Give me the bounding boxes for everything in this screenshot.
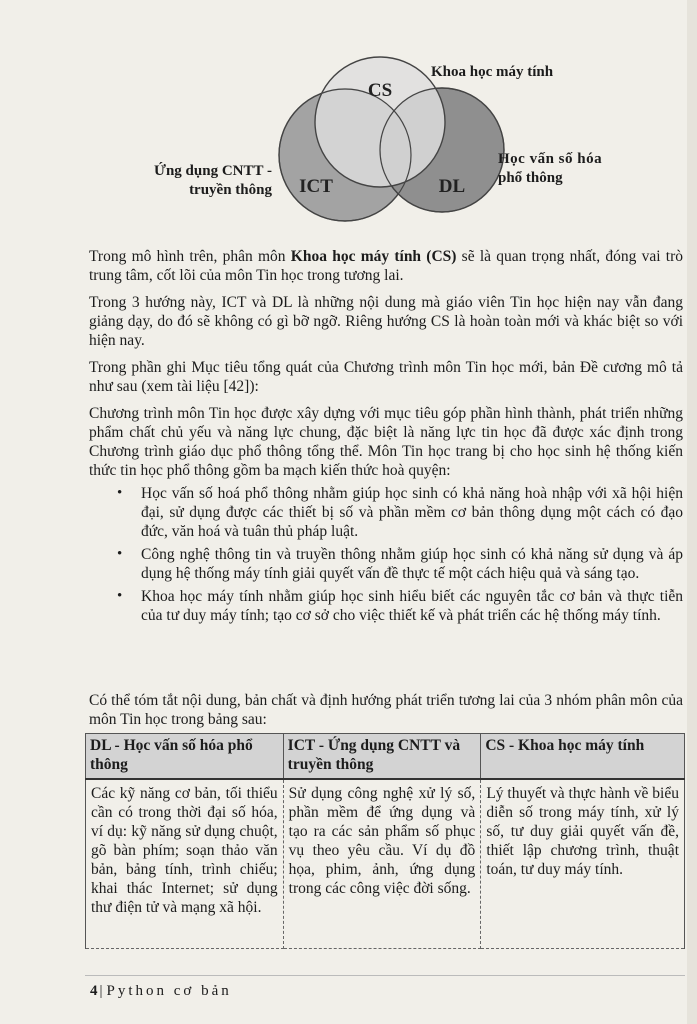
- table-header-cs: CS - Khoa học máy tính: [481, 734, 685, 780]
- paragraph-2: Trong 3 hướng này, ICT và DL là những nội dung mà giáo viên Tin học hiện nay vẫn đang giảng dạy, do đó sẽ không có gì bỡ ngỡ. Riêng hướng CS là hoàn toàn mới và khác biệt so với hiện nay.: [89, 294, 683, 349]
- ict-label: [120, 162, 272, 200]
- page-edge: [687, 0, 697, 1024]
- page-footer: [90, 983, 232, 1000]
- table-row: [86, 779, 685, 949]
- table-cell-dl: Các kỹ năng cơ bản, tối thiểu cần có trong thời đại số hóa, ví dụ: kỹ năng sử dụng chuột, gõ bàn phím; soạn thảo văn bản, bảng tính, trình chiếu; khai thác Internet; sử dụng thư điện tử và mạng xã hội.: [86, 779, 284, 949]
- dl-label-line2: phổ thông: [498, 170, 563, 186]
- cs-code: CS: [367, 80, 393, 101]
- dl-code: DL: [438, 176, 466, 197]
- ict-code: ICT: [299, 176, 333, 197]
- table-cell-cs: Lý thuyết và thực hành về biểu diễn số trong máy tính, xử lý số, tư duy giải quyết vấn đề, thiết lập chương trình, thuật toán, tư duy máy tính.: [481, 779, 685, 949]
- comparison-table: [85, 733, 685, 949]
- bullet-list: [89, 484, 683, 625]
- paragraph-3: Trong phần ghi Mục tiêu tổng quát của Chương trình môn Tin học mới, bản Đề cương mô tả như sau (xem tài liệu [42]):: [89, 359, 683, 395]
- page-number: 4: [90, 983, 98, 999]
- cs-circle: [315, 57, 445, 187]
- dl-label-line1: Học vấn số hóa: [498, 151, 603, 167]
- cs-label: Khoa học máy tính: [431, 64, 554, 80]
- list-item: • Học vấn số hoá phổ thông nhằm giúp học sinh có khả năng hoà nhập với xã hội hiện đại, sử dụng được các thiết bị số và phần mềm cơ bản thông dụng một cách có đạo đức, văn hoá và tuân thủ pháp luật.: [89, 484, 683, 541]
- venn-diagram: [0, 0, 697, 240]
- table-header-ict: ICT - Ứng dụng CNTT và truyền thông: [283, 734, 481, 780]
- list-item: • Công nghệ thông tin và truyền thông nhằm giúp học sinh có khả năng sử dụng và áp dụng hệ thống máy tính giải quyết vấn đề thực tế một cách hiệu quả và sáng tạo.: [89, 545, 683, 583]
- ict-label-line2: truyền thông: [189, 182, 272, 198]
- table-cell-ict: Sử dụng công nghệ xử lý số, phần mềm để ứng dụng và tạo ra các sản phẩm số phục vụ theo yêu cầu. Ví dụ đồ họa, phim, ảnh, ứng dụng trong các công việc đời sống.: [283, 779, 481, 949]
- cs-emphasis: Khoa học máy tính (CS): [290, 248, 457, 265]
- book-title: Python cơ bản: [106, 983, 232, 999]
- footer-separator: |: [99, 983, 103, 999]
- body-text: [89, 247, 683, 629]
- footer-divider: [85, 975, 685, 976]
- list-item: • Khoa học máy tính nhằm giúp học sinh hiểu biết các nguyên tắc cơ bản và thực tiễn của tư duy máy tính; tạo cơ sở cho việc thiết kế và phát triển các hệ thống máy tính.: [89, 587, 683, 625]
- paragraph-1: Trong mô hình trên, phân môn Khoa học máy tính (CS) sẽ là quan trọng nhất, đóng vai trò trung tâm, cốt lõi của môn Tin học trong tương lai.: [89, 248, 684, 284]
- ict-label-line1: Ứng dụng CNTT -: [154, 163, 272, 179]
- dl-label: [498, 150, 638, 188]
- paragraph-4: Chương trình môn Tin học được xây dựng với mục tiêu góp phần hình thành, phát triển những phẩm chất chủ yếu và năng lực chung, đặc biệt là năng lực tin học đã được xác định trong Chương trình giáo dục phổ thông tổng thể. Môn Tin học trang bị cho học sinh hệ thống kiến thức tin học phổ thông gồm ba mạch kiến thức hoà quyện:: [89, 405, 683, 479]
- table-header-row: [86, 734, 685, 780]
- table-header-dl: DL - Học vấn số hóa phổ thông: [86, 734, 284, 780]
- paragraph-5: Có thể tóm tắt nội dung, bản chất và định hướng phát triển tương lai của 3 nhóm phân môn của môn Tin học trong bảng sau:: [89, 692, 683, 728]
